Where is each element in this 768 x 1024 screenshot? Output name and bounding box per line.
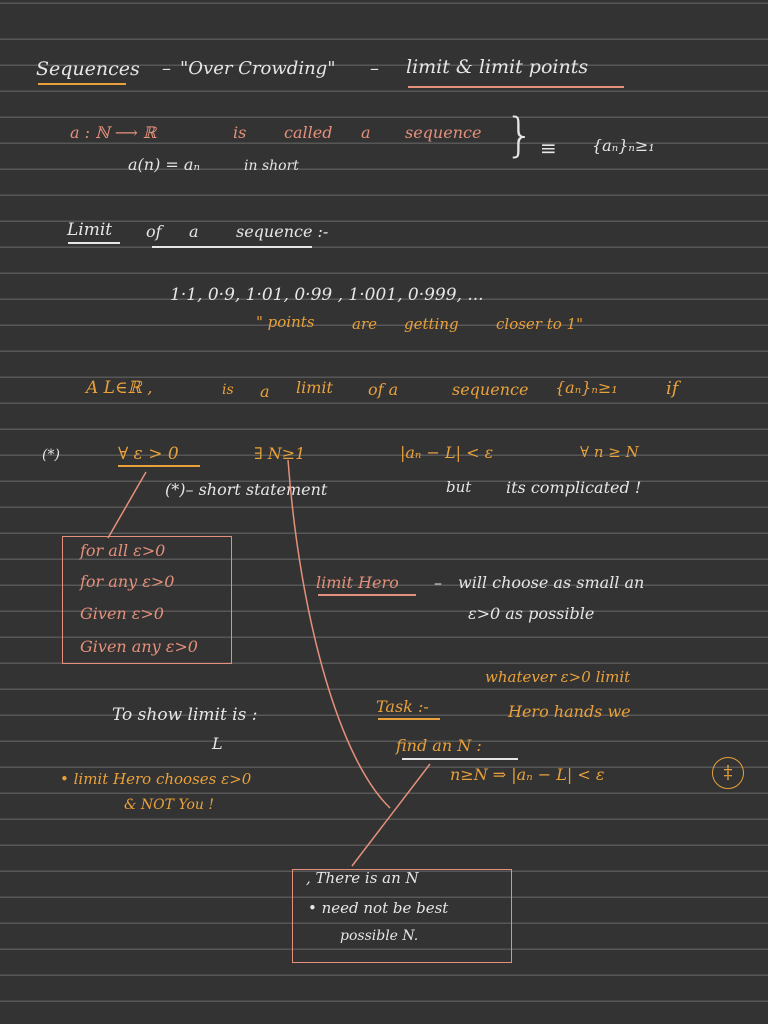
n-box-item-3: possible N.	[340, 928, 419, 944]
note-not-you: & NOT You !	[124, 797, 214, 813]
def-limit: limit	[296, 378, 333, 397]
statement-short: (*)– short statement	[165, 480, 328, 499]
to-show-line: To show limit is :	[112, 705, 258, 725]
eps-box-item-3: Given ε>0	[80, 604, 164, 623]
eps-box-item-4: Given any ε>0	[80, 637, 198, 656]
eps-connector-line	[108, 472, 146, 538]
definition-set-notation: {aₙ}ₙ≥₁	[592, 136, 655, 155]
definition-in-short: in short	[244, 158, 299, 174]
title-sequences: Sequences	[36, 58, 140, 80]
note-hero-chooses: • limit Hero chooses ε>0	[60, 770, 252, 788]
def-of-a: of a	[368, 380, 399, 399]
task-label: Task :-	[376, 697, 429, 716]
definition-brace: }	[505, 108, 535, 162]
statement-but: but	[446, 478, 472, 496]
limit-heading-a: a	[189, 222, 199, 241]
eps-box-item-1: for all ε>0	[80, 541, 166, 560]
limit-hero-dash: –	[434, 573, 442, 592]
statement-forall-eps: ∀ ε > 0	[118, 444, 179, 464]
limit-heading-limit: Limit	[67, 220, 113, 240]
def-seq-notation: {aₙ}ₙ≥₁	[555, 378, 618, 397]
definition-equiv: ≡	[540, 136, 557, 160]
n-box-item-1: , There is an N	[306, 869, 419, 887]
limit-heading-sequence: sequence :-	[236, 222, 329, 241]
limit-hero-label: limit Hero	[316, 573, 399, 592]
eps-box-item-2: for any ε>0	[80, 572, 175, 591]
statement-forall-n: ∀ n ≥ N	[580, 443, 639, 461]
definition-sequence: sequence	[405, 123, 482, 142]
statement-abs-ineq: |aₙ − L| < ε	[400, 443, 494, 462]
n-box-item-2: • need not be best	[308, 899, 449, 917]
definition-short-form: a(n) = aₙ	[128, 155, 200, 174]
definition-called: called	[284, 123, 333, 142]
definition-a: a	[361, 123, 371, 142]
limit-hero-will-choose: will choose as small an	[458, 573, 645, 592]
example-getting: getting	[404, 315, 459, 333]
example-are: are	[352, 315, 377, 333]
statement-exists-N: ∃ N≥1	[254, 444, 306, 463]
def-is: is	[222, 382, 234, 398]
title-dash-2: –	[370, 58, 379, 79]
def-if: if	[666, 378, 679, 399]
statement-star: (*)	[42, 447, 60, 463]
statement-complicated: its complicated !	[506, 478, 642, 497]
def-a: a	[260, 382, 270, 401]
title-dash-1: –	[162, 58, 171, 79]
task-hero-hands: Hero hands we	[508, 702, 631, 721]
N-connector-curve	[288, 460, 390, 808]
title-limit-points: limit & limit points	[406, 56, 589, 78]
task-connector-line	[352, 764, 430, 866]
def-L-in-R: A L∈ℝ ,	[86, 378, 153, 398]
example-closer: closer to 1"	[496, 315, 584, 333]
to-show-L: L	[212, 734, 223, 753]
def-sequence: sequence	[452, 380, 529, 399]
task-implication: n≥N ⇒ |aₙ − L| < ε	[450, 765, 605, 784]
limit-hero-eps-possible: ε>0 as possible	[468, 604, 595, 623]
definition-is: is	[233, 123, 247, 142]
definition-map: a : ℕ ⟶ ℝ	[70, 123, 157, 142]
limit-heading-of: of	[146, 222, 162, 241]
example-quote-points: " points	[256, 313, 315, 331]
title-over-crowding: "Over Crowding"	[180, 58, 336, 79]
task-dagger-circle: ‡	[712, 757, 744, 789]
task-whatever: whatever ε>0 limit	[485, 668, 631, 686]
task-find-N: find an N :	[396, 736, 482, 755]
example-values: 1·1, 0·9, 1·01, 0·99 , 1·001, 0·999, ...	[170, 285, 484, 305]
